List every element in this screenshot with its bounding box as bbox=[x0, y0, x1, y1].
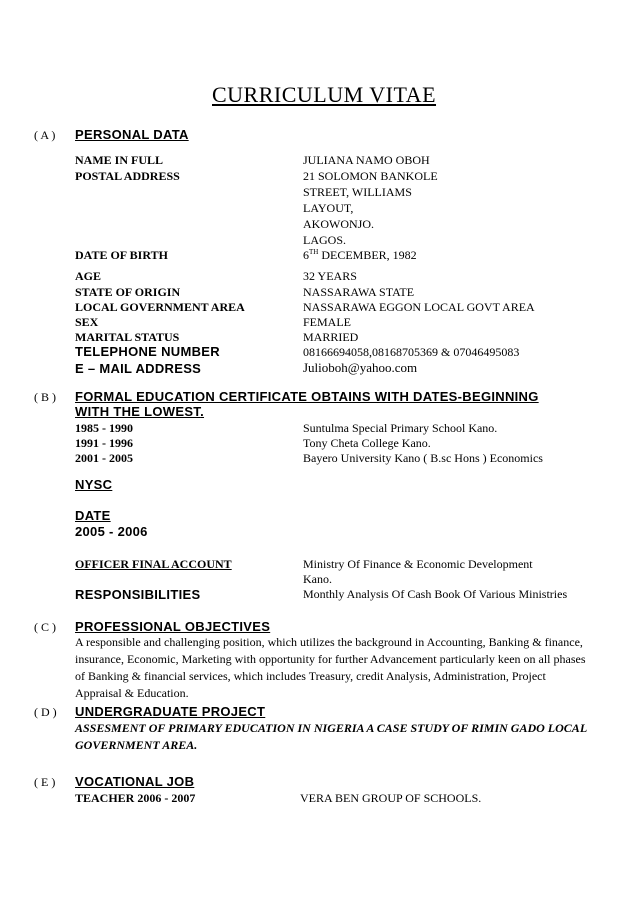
marital-status-label: MARITAL STATUS bbox=[75, 330, 180, 344]
project-text: ASSESMENT OF PRIMARY EDUCATION IN NIGERIA A CASE STUDY OF RIMIN GADO LOCAL GOVERNMENT AREA. bbox=[75, 721, 587, 752]
postal-line-3: LAYOUT, bbox=[303, 201, 354, 215]
postal-line-1: 21 SOLOMON BANKOLE bbox=[303, 169, 438, 183]
section-d-marker: ( D ) bbox=[34, 705, 57, 719]
state-of-origin-value: NASSARAWA STATE bbox=[303, 285, 415, 299]
vocational-employer: VERA BEN GROUP OF SCHOOLS. bbox=[300, 791, 482, 805]
state-of-origin-label: STATE OF ORIGIN bbox=[75, 285, 181, 299]
postal-line-5: LAGOS. bbox=[303, 233, 347, 247]
dob-label: DATE OF BIRTH bbox=[75, 248, 168, 262]
marital-status-value: MARRIED bbox=[303, 330, 359, 344]
education-years-3: 2001 - 2005 bbox=[75, 451, 133, 465]
lga-value: NASSARAWA EGGON LOCAL GOVT AREA bbox=[303, 300, 535, 314]
section-c-marker: ( C ) bbox=[34, 620, 56, 634]
officer-value-line-1: Ministry Of Finance & Economic Development bbox=[303, 557, 533, 571]
nysc-date-value: 2005 - 2006 bbox=[75, 524, 148, 539]
officer-value-line-2: Kano. bbox=[303, 572, 332, 586]
vocational-role: TEACHER 2006 - 2007 bbox=[75, 791, 196, 805]
page-title: CURRICULUM VITAE bbox=[212, 82, 437, 107]
dob-value: 6TH DECEMBER, 1982 bbox=[303, 248, 417, 262]
responsibilities-value: Monthly Analysis Of Cash Book Of Various Ministries bbox=[303, 587, 568, 601]
sex-label: SEX bbox=[75, 315, 99, 329]
objectives-heading: PROFESSIONAL OBJECTIVES bbox=[75, 619, 271, 634]
email-label: E – MAIL ADDRESS bbox=[75, 361, 202, 376]
project-heading: UNDERGRADUATE PROJECT bbox=[75, 704, 266, 719]
section-e-marker: ( E ) bbox=[34, 775, 56, 789]
education-heading-line-2: WITH THE LOWEST. bbox=[75, 404, 205, 419]
education-years-2: 1991 - 1996 bbox=[75, 436, 133, 450]
age-value: 32 YEARS bbox=[303, 269, 357, 283]
age-label: AGE bbox=[75, 269, 102, 283]
education-years-1: 1985 - 1990 bbox=[75, 421, 133, 435]
lga-label: LOCAL GOVERNMENT AREA bbox=[75, 300, 245, 314]
nysc-heading: NYSC bbox=[75, 477, 113, 492]
vocational-heading: VOCATIONAL JOB bbox=[75, 774, 195, 789]
name-value: JULIANA NAMO OBOH bbox=[303, 153, 430, 167]
section-b-marker: ( B ) bbox=[34, 390, 56, 404]
sex-value: FEMALE bbox=[303, 315, 351, 329]
postal-address-label: POSTAL ADDRESS bbox=[75, 169, 180, 183]
postal-line-4: AKOWONJO. bbox=[303, 217, 374, 231]
objectives-text: A responsible and challenging position, which utilizes the background in Accounting, Banking & finance, insurance, Economic, Marketing with opportunity for further Advancement particularly keen on all phases of Banking & financial services, which includes Treasury, credit Analysis, Administration, Project Appraisal & Education. bbox=[75, 635, 586, 700]
postal-line-2: STREET, WILLIAMS bbox=[303, 185, 412, 199]
education-school-1: Suntulma Special Primary School Kano. bbox=[303, 421, 498, 435]
responsibilities-label: RESPONSIBILITIES bbox=[75, 587, 201, 602]
section-a-marker: ( A ) bbox=[34, 128, 56, 142]
name-label: NAME IN FULL bbox=[75, 153, 164, 167]
email-value: Julioboh@yahoo.com bbox=[303, 360, 418, 375]
personal-data-heading: PERSONAL DATA bbox=[75, 127, 189, 142]
education-heading-line-1: FORMAL EDUCATION CERTIFICATE OBTAINS WITH DATES-BEGINNING bbox=[75, 389, 539, 404]
nysc-date-heading: DATE bbox=[75, 508, 111, 523]
education-school-2: Tony Cheta College Kano. bbox=[303, 436, 431, 450]
officer-label: OFFICER FINAL ACCOUNT bbox=[75, 557, 232, 571]
telephone-label: TELEPHONE NUMBER bbox=[75, 344, 220, 359]
education-school-3: Bayero University Kano ( B.sc Hons ) Economics bbox=[303, 451, 543, 465]
telephone-value: 08166694058,08168705369 & 07046495083 bbox=[303, 345, 520, 359]
